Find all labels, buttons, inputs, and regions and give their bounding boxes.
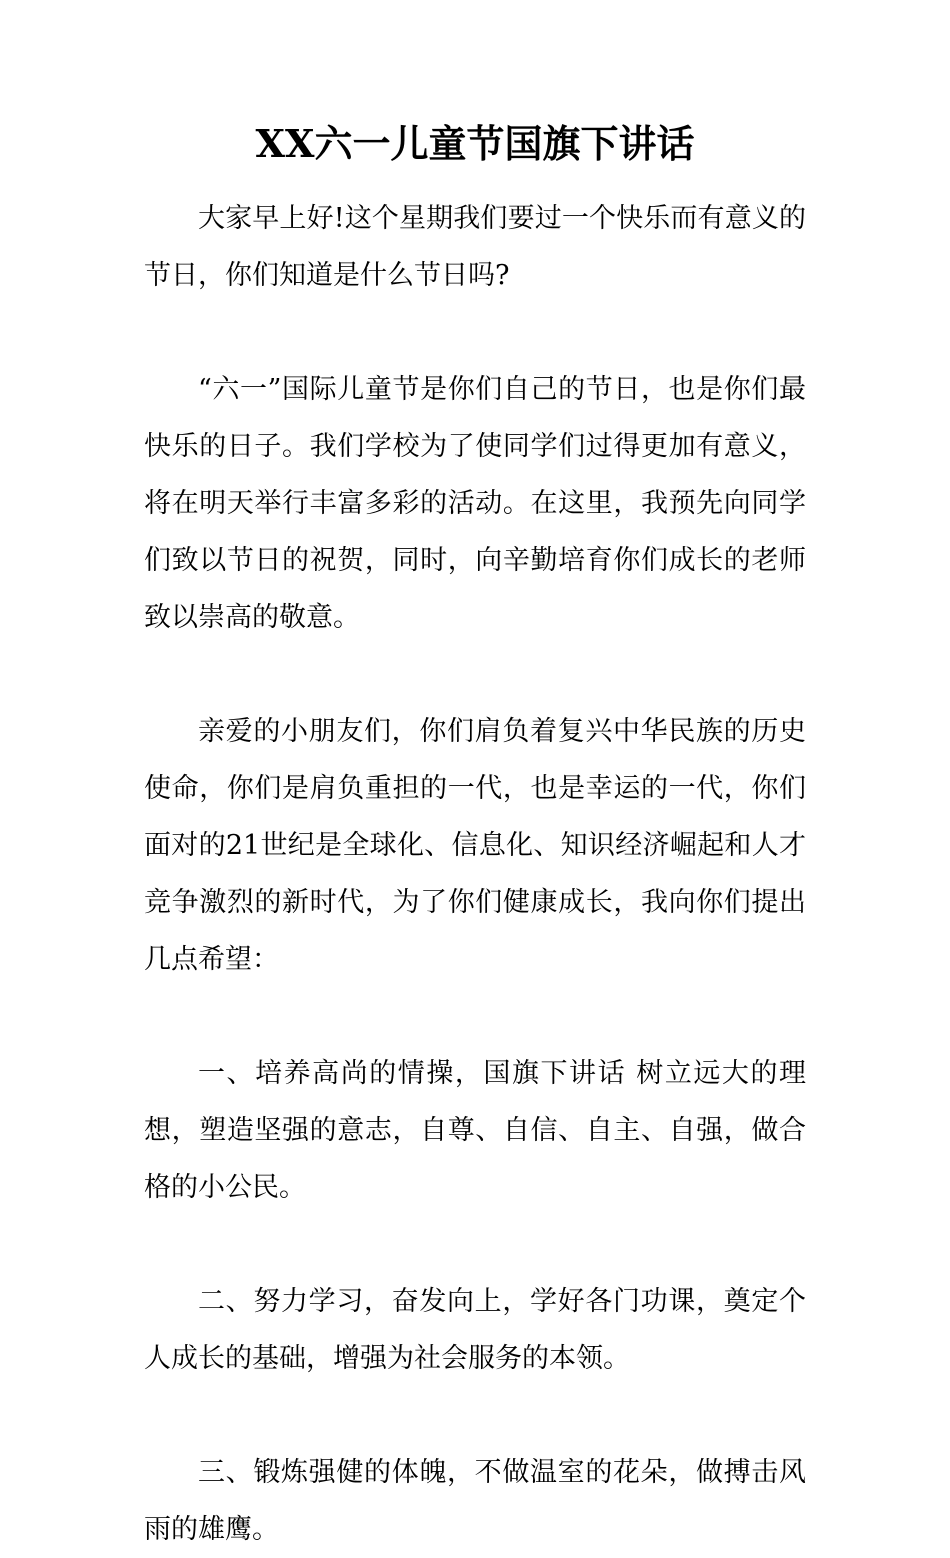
paragraph-childrens-day: “六一”国际儿童节是你们自己的节日，也是你们最快乐的日子。我们学校为了使同学们过得更加有意义，将在明天举行丰富多彩的活动。在这里，我预先向同学们致以节日的祝贺，同时，向辛勤培育你们成长的老师致以崇高的敬意。	[144, 374, 806, 633]
page-title: XX六一儿童节国旗下讲话	[255, 121, 695, 166]
paragraph-hope-1: 一、培养高尚的情操，国旗下讲话 树立远大的理想，塑造坚强的意志，自尊、自信、自主、自强，做合格的小公民。	[144, 1058, 806, 1203]
paragraph-hope-3: 三、锻炼强健的体魄，不做温室的花朵，做搏击风雨的雄鹰。	[144, 1457, 806, 1545]
paragraph-greeting: 大家早上好!这个星期我们要过一个快乐而有意义的节日，你们知道是什么节日吗?	[144, 203, 806, 291]
document-body	[144, 190, 806, 1558]
paragraph-hope-2: 二、努力学习，奋发向上，学好各门功课，奠定个人成长的基础，增强为社会服务的本领。	[144, 1286, 806, 1374]
paragraph-mission: 亲爱的小朋友们，你们肩负着复兴中华民族的历史使命，你们是肩负重担的一代，也是幸运的一代，你们面对的21世纪是全球化、信息化、知识经济崛起和人才竞争激烈的新时代，为了你们健康成长，我向你们提出几点希望：	[144, 716, 806, 975]
